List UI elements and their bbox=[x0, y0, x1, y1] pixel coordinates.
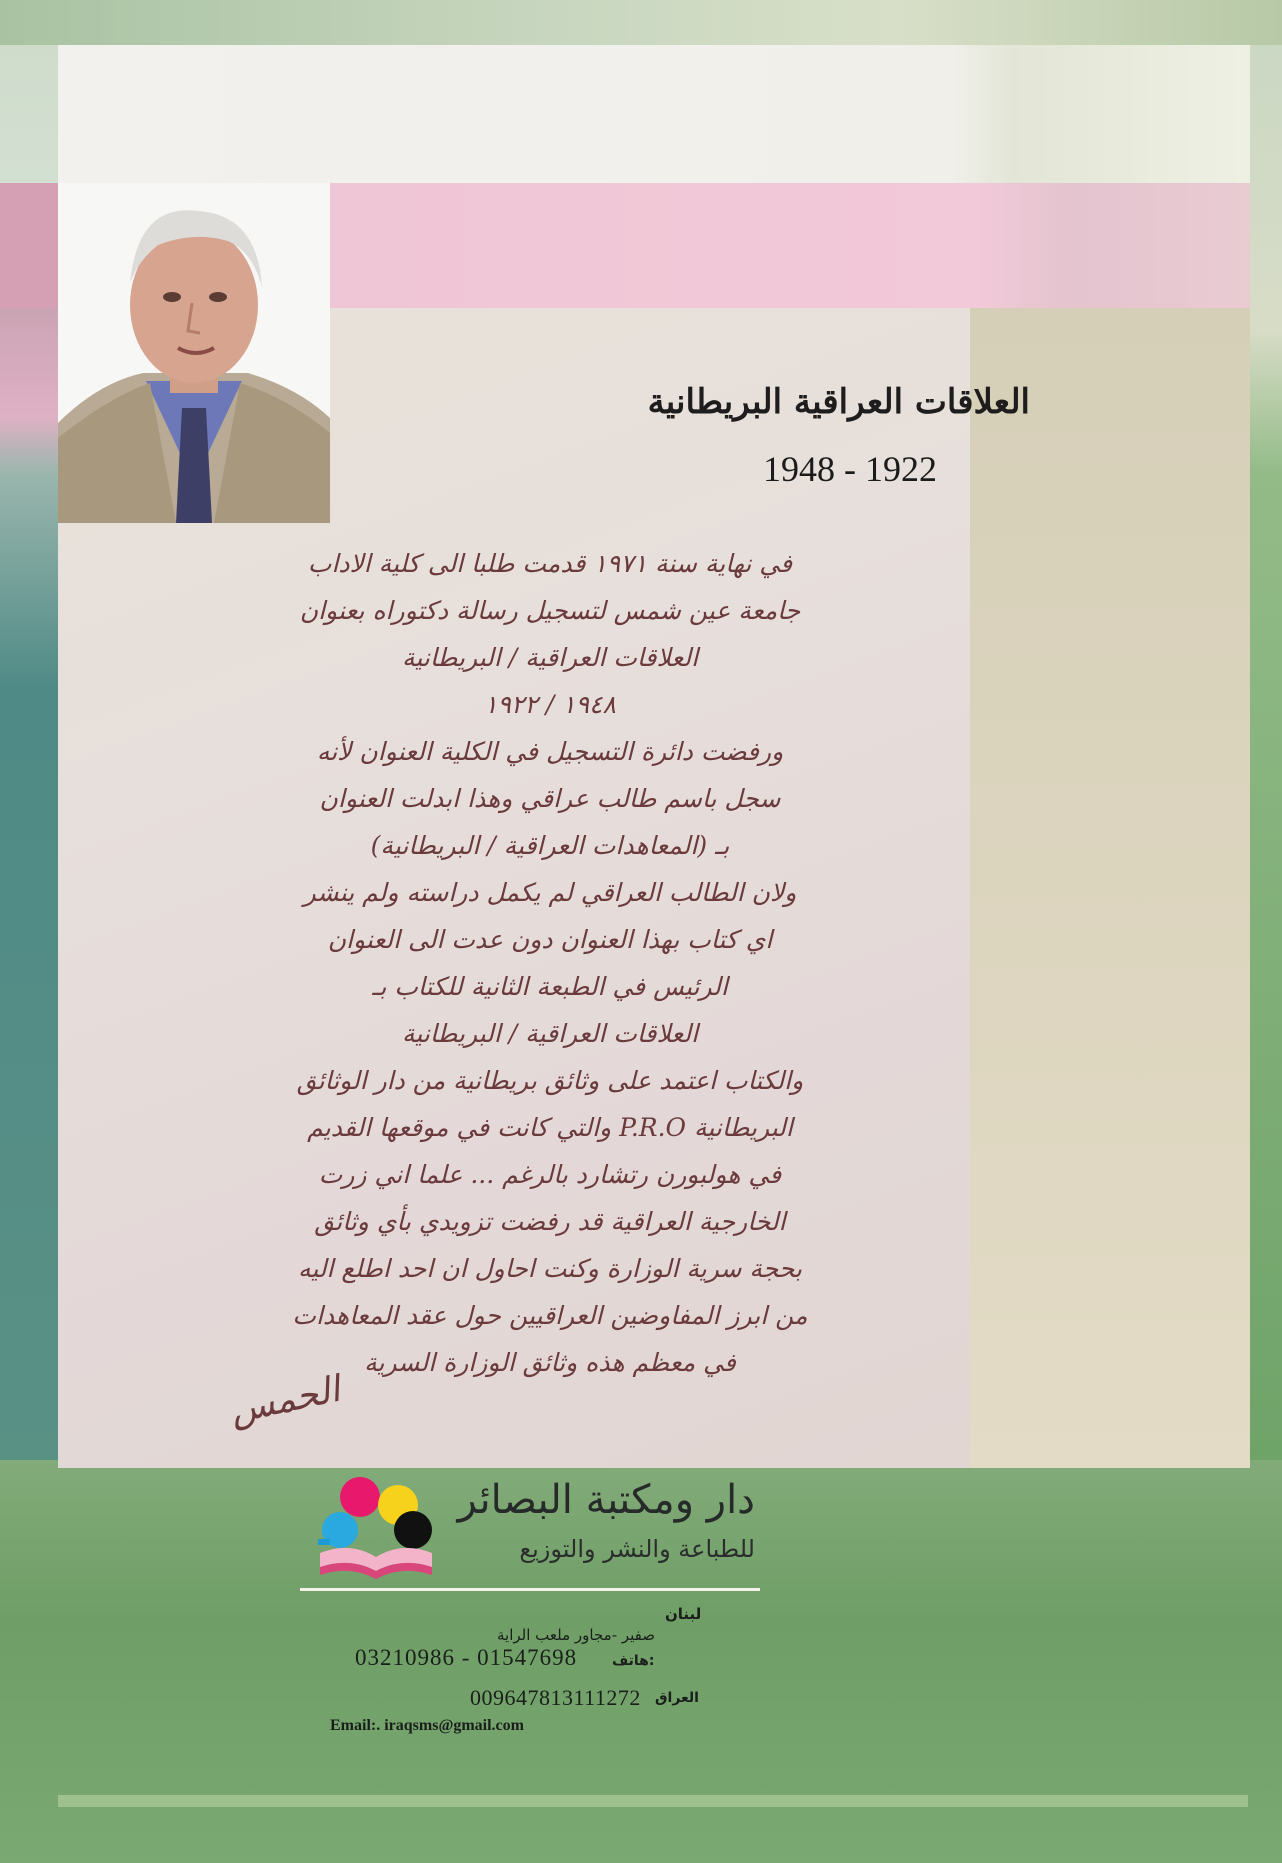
iraq-phone-number: 009647813111272 bbox=[470, 1685, 641, 1710]
note-line: في هولبورن رتشارد بالرغم ... علما اني زرت bbox=[318, 1160, 782, 1189]
note-line: الرئيس في الطبعة الثانية للكتاب بـ bbox=[372, 972, 728, 1001]
pink-band bbox=[330, 183, 1250, 308]
note-line: الخارجية العراقية قد رفضت تزويدي بأي وثائق bbox=[314, 1207, 786, 1236]
note-line: جامعة عين شمس لتسجيل رسالة دكتوراه بعنوان bbox=[299, 596, 801, 625]
publisher-name: دار ومكتبة البصائر bbox=[457, 1477, 755, 1523]
phone-label: هاتف: bbox=[612, 1653, 655, 1669]
note-line: ١٩٤٨ / ١٩٢٢ bbox=[484, 690, 616, 719]
book-years: 1948 - 1922 bbox=[763, 449, 937, 489]
note-line: في معظم هذه وثائق الوزارة السرية bbox=[364, 1348, 736, 1377]
note-line: في نهاية سنة ١٩٧١ قدمت طلبا الى كلية الاداب bbox=[307, 549, 793, 578]
pink-band-left bbox=[0, 183, 58, 308]
publisher-divider bbox=[300, 1588, 760, 1591]
note-line: ولان الطالب العراقي لم يكمل دراسته ولم ينشر bbox=[303, 878, 797, 907]
bottom-strip bbox=[58, 1795, 1248, 1807]
phone-number: 03210986 - 01547698 bbox=[355, 1645, 578, 1670]
author-photo bbox=[58, 183, 330, 523]
handwritten-note bbox=[180, 540, 920, 1386]
top-border bbox=[0, 0, 1282, 45]
publisher-logo bbox=[310, 1475, 445, 1585]
country-lebanon: لبنان bbox=[665, 1605, 702, 1623]
note-line: العلاقات العراقية / البريطانية bbox=[401, 643, 699, 672]
email-address[interactable]: Email:. iraqsms@gmail.com bbox=[330, 1717, 524, 1734]
right-border bbox=[1250, 45, 1282, 1475]
note-line: والكتاب اعتمد على وثائق بريطانية من دار الوثائق bbox=[296, 1066, 804, 1095]
note-line: بـ (المعاهدات العراقية / البريطانية) bbox=[370, 831, 730, 860]
note-line: من ابرز المفاوضين العراقيين حول عقد المعاهدات bbox=[292, 1301, 808, 1330]
note-line: سجل باسم طالب عراقي وهذا ابدلت العنوان bbox=[319, 784, 781, 813]
author-signature: الحمس bbox=[226, 1368, 344, 1433]
book-title: العلاقات العراقية البريطانية bbox=[647, 382, 1030, 422]
author-portrait-icon bbox=[58, 183, 330, 523]
publisher-logo-icon bbox=[310, 1475, 445, 1585]
address-text: صفير -مجاور ملعب الراية bbox=[497, 1626, 655, 1644]
note-line: بحجة سرية الوزارة وكنت احاول ان احد اطلع اليه bbox=[297, 1254, 803, 1283]
note-line: البريطانية P.R.O والتي كانت في موقعها القديم bbox=[307, 1113, 793, 1142]
note-line: ورفضت دائرة التسجيل في الكلية العنوان لأنه bbox=[316, 737, 784, 766]
note-line: اي كتاب بهذا العنوان دون عدت الى العنوان bbox=[327, 925, 773, 954]
note-line: العلاقات العراقية / البريطانية bbox=[401, 1019, 699, 1048]
publisher-subtitle: للطباعة والنشر والتوزيع bbox=[519, 1535, 755, 1563]
publisher-block bbox=[300, 1475, 760, 1595]
top-panel bbox=[58, 45, 1250, 185]
right-panel bbox=[970, 308, 1250, 1468]
country-iraq: العراق bbox=[655, 1690, 699, 1706]
